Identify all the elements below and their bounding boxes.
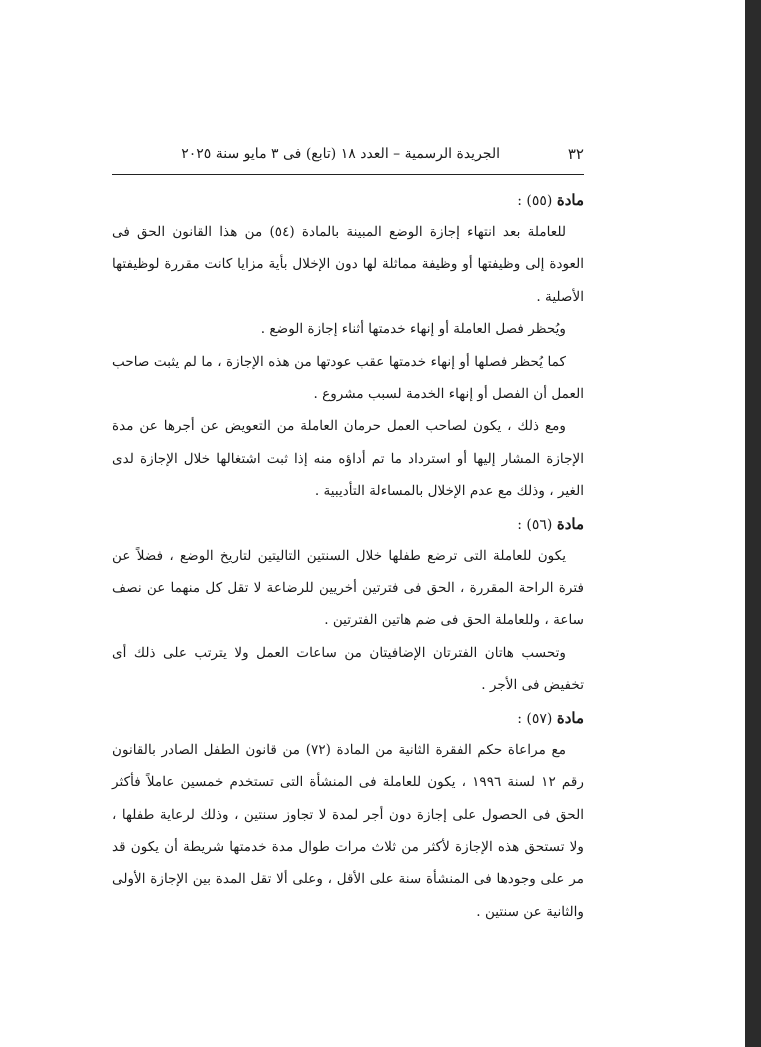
running-title: الجريدة الرسمية – العدد ١٨ (تابع) فى ٣ مايو سنة ٢٠٢٥ bbox=[181, 146, 500, 162]
article-paragraph: كما يُحظر فصلها أو إنهاء خدمتها عقب عودتها من هذه الإجازة ، ما لم يثبت صاحب العمل أن الفصل أو إنهاء الخدمة لسبب مشروع . bbox=[112, 353, 584, 403]
article-heading bbox=[112, 508, 584, 540]
article-paragraph: وتحسب هاتان الفترتان الإضافيتان من ساعات العمل ولا يترتب على ذلك أى تخفيض فى الأجر . bbox=[112, 644, 584, 694]
article-number: (٥٧) : bbox=[517, 710, 553, 727]
article-heading bbox=[112, 184, 584, 216]
article-57 bbox=[112, 702, 584, 928]
article-56 bbox=[112, 508, 584, 702]
article-number: (٥٥) : bbox=[517, 193, 553, 209]
page-header bbox=[112, 141, 584, 167]
article-paragraph: يكون للعاملة التى ترضع طفلها خلال السنتين التاليتين لتاريخ الوضع ، فضلاً عن فترة الراحة المقررة ، الحق فى فترتين أخريين للرضاعة لا تقل كل منهما عن نصف ساعة ، وللعاملة الحق فى ضم هاتين الفترتين . bbox=[112, 547, 584, 629]
article-paragraph: ومع ذلك ، يكون لصاحب العمل حرمان العاملة من التعويض عن أجرها عن مدة الإجازة المشار إليها أو استرداد ما تم أداؤه منه إذا ثبت اشتغالها خلال الإجازة لدى الغير ، وذلك مع عدم الإخلال بالمساءلة التأديبية . bbox=[112, 418, 584, 500]
header-rule bbox=[112, 174, 584, 175]
article-55 bbox=[112, 184, 584, 508]
article-heading bbox=[112, 702, 584, 734]
page-number: ٣٢ bbox=[567, 145, 584, 163]
article-word: مادة bbox=[556, 191, 584, 209]
article-paragraph: للعاملة بعد انتهاء إجازة الوضع المبينة بالمادة (٥٤) من هذا القانون الحق فى العودة إلى وظيفتها أو وظيفة مماثلة لها دون الإخلال بأية مزايا كانت مقررة لوظيفتها الأصلية . bbox=[112, 224, 584, 305]
article-number: (٥٦) : bbox=[517, 516, 553, 533]
article-word: مادة bbox=[556, 708, 584, 727]
article-word: مادة bbox=[556, 514, 584, 533]
document-body bbox=[112, 184, 584, 928]
scan-border bbox=[745, 0, 761, 1047]
article-paragraph: ويُحظر فصل العاملة أو إنهاء خدمتها أثناء إجازة الوضع . bbox=[260, 321, 566, 338]
article-paragraph: مع مراعاة حكم الفقرة الثانية من المادة (٧٢) من قانون الطفل الصادر بالقانون رقم ١٢ لسنة ١٩٩٦ ، يكون للعاملة فى المنشأة التى تستخدم خمسين عاملاً فأكثر الحق فى الحصول على إجازة دون أجر لمدة لا تجاوز سنتين ، وذلك لرعاية طفلها ، ولا تستحق هذه الإجازة لأكثر من ثلاث مرات طوال مدة خدمتها شريطة أن يكون قد مر على وجودها فى المنشأة سنة على الأقل ، وعلى ألا تقل المدة بين الإجازة الأولى والثانية عن سنتين . bbox=[112, 741, 584, 920]
